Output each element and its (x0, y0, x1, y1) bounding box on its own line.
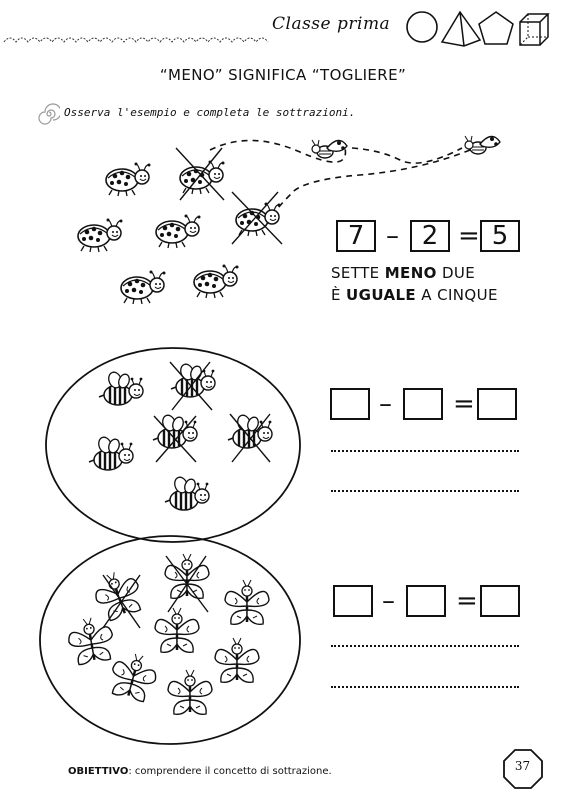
exercise2-subtrahend-box[interactable] (406, 585, 446, 617)
exercise2-answer-line-2[interactable] (331, 686, 519, 688)
exercise2-minuend-box[interactable] (333, 585, 373, 617)
exercise1-answer-line-1[interactable] (331, 450, 519, 452)
exercise2-result-box[interactable] (480, 585, 520, 617)
exercise2-minus-sign: – (382, 586, 395, 616)
exercise1-minus-sign: – (379, 389, 392, 419)
example-subtrahend-box: 2 (410, 220, 450, 252)
example-result-box: 5 (480, 220, 520, 252)
exercise2-answer-line-1[interactable] (331, 645, 519, 647)
footer-objective: OBIETTIVO: comprendere il concetto di sottrazione. (68, 766, 332, 777)
exercise1-answer-line-2[interactable] (331, 490, 519, 492)
exercise1-minuend-box[interactable] (330, 388, 370, 420)
example-sentence-line2: È UGUALE A CINQUE (331, 286, 498, 304)
exercise2-equals-sign: = (456, 586, 478, 616)
example-minuend-box: 7 (336, 220, 376, 252)
page-title: “MENO” SIGNIFICA “TOGLIERE” (159, 66, 407, 84)
page-number: 37 (514, 759, 531, 773)
example-minus-sign: – (386, 221, 399, 251)
exercise1-equals-sign: = (453, 389, 475, 419)
header-label: Classe prima (272, 14, 391, 34)
example-equals-sign: = (458, 221, 480, 251)
exercise1-result-box[interactable] (477, 388, 517, 420)
exercise1-subtrahend-box[interactable] (403, 388, 443, 420)
example-sentence-line1: SETTE MENO DUE (331, 264, 476, 282)
instruction: Osserva l'esempio e completa le sottrazioni. (64, 106, 356, 119)
